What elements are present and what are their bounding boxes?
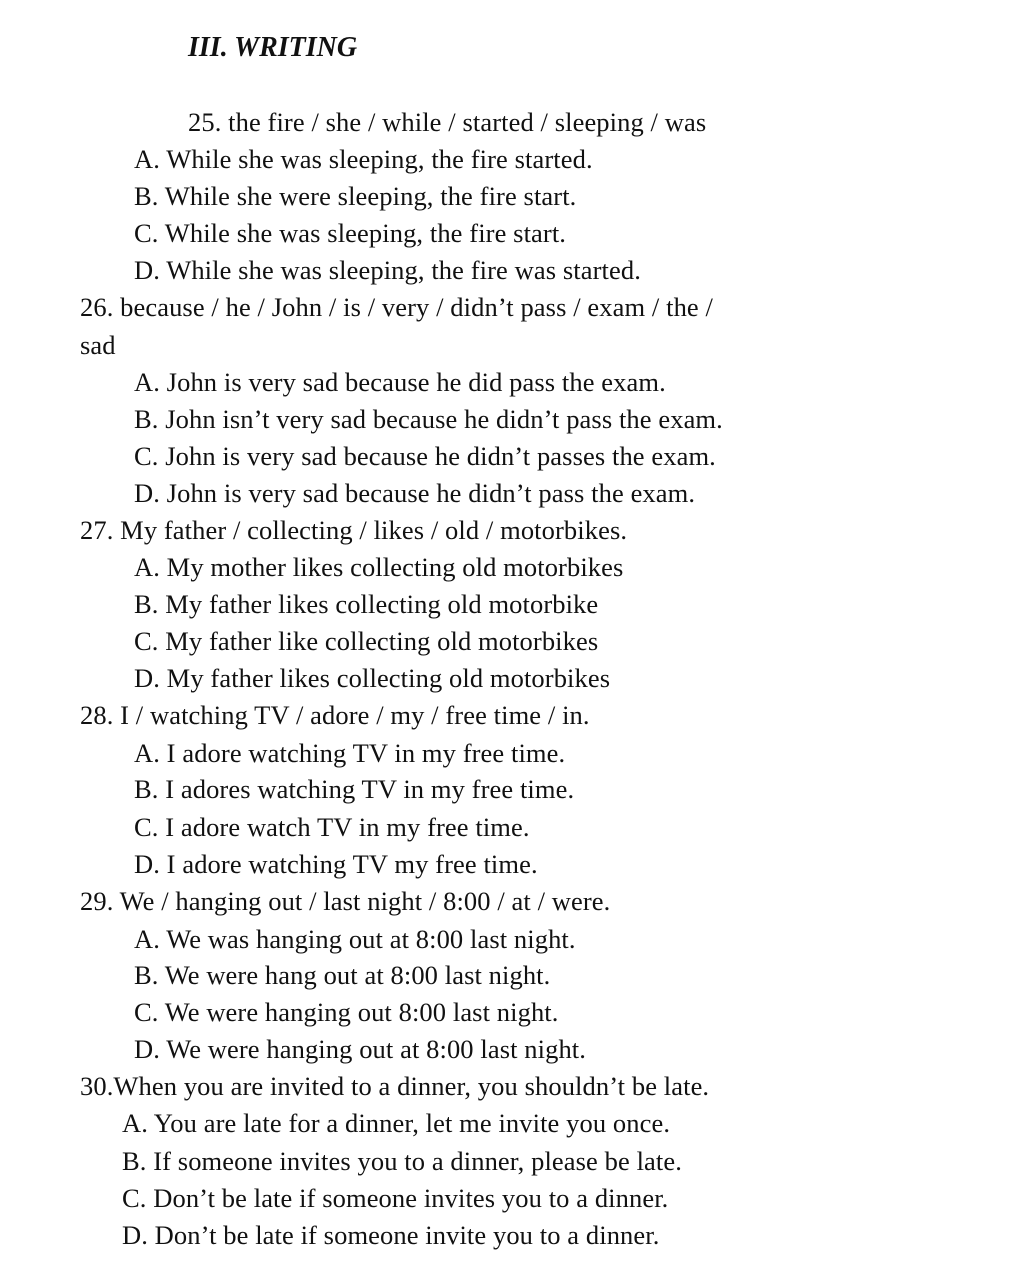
question-30-option-c: C. Don’t be late if someone invites you to a dinner. bbox=[122, 1183, 669, 1213]
question-28-prompt: 28. I / watching TV / adore / my / free time / in. bbox=[80, 700, 590, 730]
question-27-prompt: 27. My father / collecting / likes / old / motorbikes. bbox=[80, 515, 628, 545]
question-25-option-c: C. While she was sleeping, the fire start. bbox=[134, 218, 567, 248]
question-28-option-a: A. I adore watching TV in my free time. bbox=[134, 738, 566, 768]
question-29-option-d: D. We were hanging out at 8:00 last night. bbox=[134, 1034, 586, 1064]
question-26-option-b: B. John isn’t very sad because he didn’t pass the exam. bbox=[134, 404, 723, 434]
question-29-option-b: B. We were hang out at 8:00 last night. bbox=[134, 960, 551, 990]
question-30-option-a: A. You are late for a dinner, let me invite you once. bbox=[122, 1108, 671, 1138]
question-30-option-d: D. Don’t be late if someone invite you to a dinner. bbox=[122, 1220, 660, 1250]
question-26-prompt: 26. because / he / John / is / very / didn’t pass / exam / the / bbox=[80, 292, 713, 322]
section-title: III. WRITING bbox=[188, 32, 358, 63]
question-25-option-d: D. While she was sleeping, the fire was started. bbox=[134, 255, 641, 285]
question-26-option-d: D. John is very sad because he didn’t pass the exam. bbox=[134, 478, 696, 508]
question-25-option-b: B. While she were sleeping, the fire start. bbox=[134, 181, 577, 211]
question-26-prompt-continued: sad bbox=[80, 330, 116, 360]
question-27-option-b: B. My father likes collecting old motorbike bbox=[134, 589, 599, 619]
question-26-option-c: C. John is very sad because he didn’t passes the exam. bbox=[134, 441, 716, 471]
question-27-option-a: A. My mother likes collecting old motorbikes bbox=[134, 552, 624, 582]
question-28-option-b: B. I adores watching TV in my free time. bbox=[134, 774, 575, 804]
question-25-option-a: A. While she was sleeping, the fire started. bbox=[134, 144, 593, 174]
question-28-option-c: C. I adore watch TV in my free time. bbox=[134, 812, 530, 842]
question-26-option-a: A. John is very sad because he did pass the exam. bbox=[134, 367, 666, 397]
question-28-option-d: D. I adore watching TV my free time. bbox=[134, 849, 538, 879]
question-27-option-c: C. My father like collecting old motorbikes bbox=[134, 626, 599, 656]
question-30-prompt: 30.When you are invited to a dinner, you shouldn’t be late. bbox=[80, 1071, 710, 1101]
question-29-option-a: A. We was hanging out at 8:00 last night. bbox=[134, 924, 576, 954]
question-29-option-c: C. We were hanging out 8:00 last night. bbox=[134, 997, 559, 1027]
question-27-option-d: D. My father likes collecting old motorbikes bbox=[134, 663, 611, 693]
question-29-prompt: 29. We / hanging out / last night / 8:00 / at / were. bbox=[80, 886, 611, 916]
question-30-option-b: B. If someone invites you to a dinner, please be late. bbox=[122, 1146, 682, 1176]
question-25-prompt: 25. the fire / she / while / started / sleeping / was bbox=[188, 107, 707, 137]
